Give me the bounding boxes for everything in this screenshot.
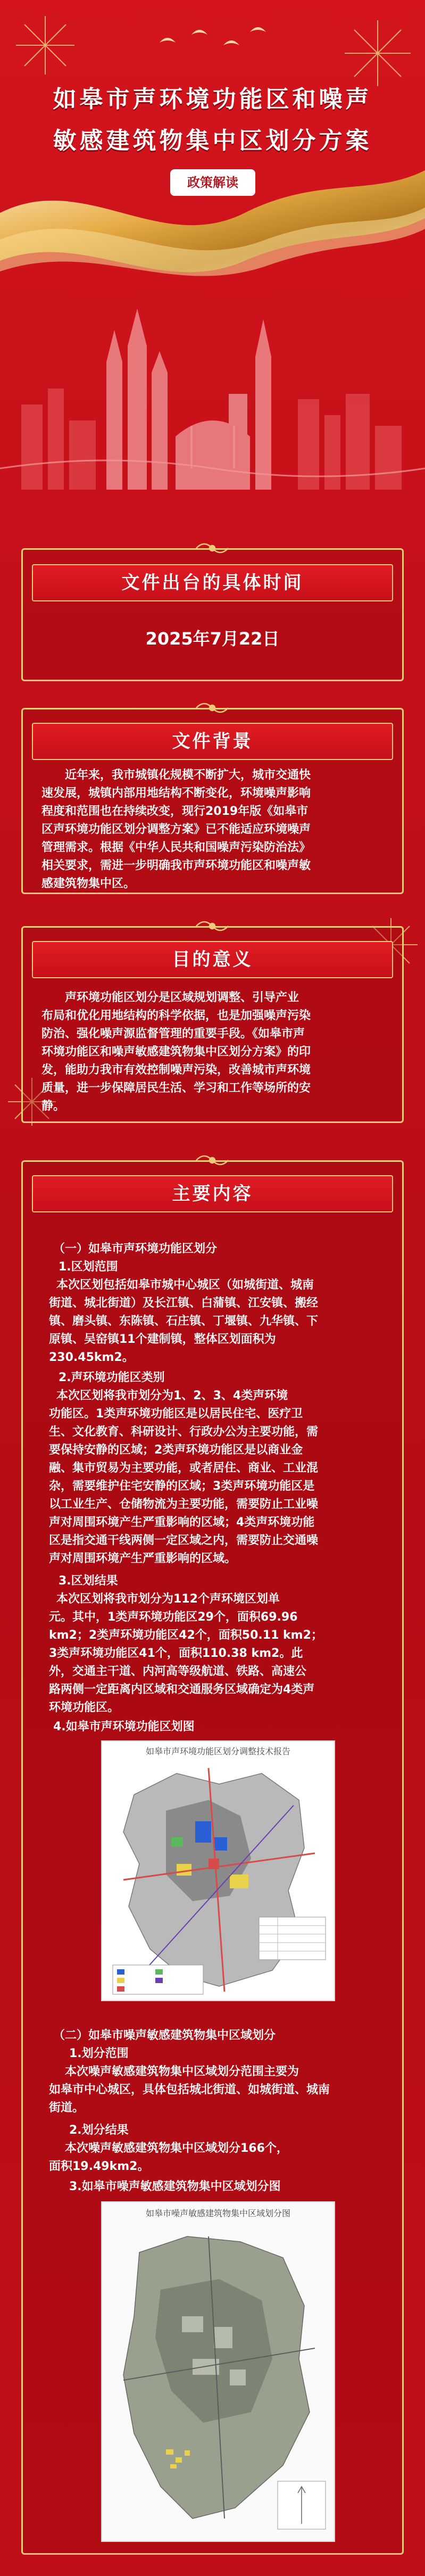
background-paragraph: 近年来，我市城镇化规模不断扩大，城市交通快 速发展，城镇内部用地结构不断变化，环境噪声影响 程度和范围也在持续改变，现行2019年版《如皋市 区声环境功能区划分调整方案》已不能适应环境噪声 管理需求。根据《中华人民共和国噪声污染防治法》 相关要求，需进一步明确我市声环境功能区和噪声敏 感建筑物集中区。 <box>41 769 311 890</box>
map-graphic <box>102 1757 334 2000</box>
map-caption: 如皋市声环境功能区划分调整技术报告 <box>145 1746 290 1756</box>
part1-map-title: 4.如皋市声环境功能区划图 <box>53 1720 195 1733</box>
part2-result-paragraph: 本次噪声敏感建筑物集中区域划分166个， 面积19.49km2。 <box>49 2142 288 2173</box>
part1-scope-paragraph: 本次区划包括如皋市城中心城区（如城街道、城南 街道、城北街道）及长江镇、白蒲镇、江安镇、搬经 镇、磨头镇、东陈镇、石庄镇、丁堰镇、九华镇、下 原镇、吴窑镇11个建制镇，整体区划面积为 230.45km2。 <box>49 1278 319 1364</box>
part1-types-title: 2.声环境功能区类别 <box>59 1371 165 1384</box>
map-graphic <box>102 2220 334 2540</box>
part1-title: （一）如皋市声环境功能区划分 <box>53 1242 218 1256</box>
purpose-paragraph: 声环境功能区划分是区域规划调整、引导产业 布局和优化用地结构的科学依据，也是加强噪声污染 防治、强化噪声源监督管理的重要手段。《如皋市声 环境功能区和噪声敏感建筑物集中区划分方案》的印 发，能助力我市有效控制噪声污染，改善城市声环境 质量，进一步保障居民生活、学习和工作等场所的安 静。 <box>41 991 311 1113</box>
part1-scope-title: 1.区划范围 <box>59 1260 118 1274</box>
ornament-icon <box>191 1151 234 1170</box>
golden-ribbon-decoration <box>0 138 425 298</box>
part2-title: （二）如皋市噪声敏感建筑物集中区域划分 <box>53 2029 276 2042</box>
firework-decoration <box>11 11 80 80</box>
section-heading: 文件出台的具体时间 <box>32 564 393 601</box>
section-heading: 目的意义 <box>32 941 393 978</box>
noise-function-zone-map <box>101 1740 335 2001</box>
firework-decoration <box>340 16 415 90</box>
birds-decoration <box>149 21 277 59</box>
part2-map-title: 3.如皋市噪声敏感建筑物集中区域划分图 <box>69 2180 281 2193</box>
part1-result-title: 3.区划结果 <box>59 1574 118 1588</box>
header <box>0 0 425 532</box>
release-date: 2025年7月22日 <box>145 629 280 649</box>
section-heading: 主要内容 <box>32 1175 393 1212</box>
ornament-icon <box>191 539 234 558</box>
map-caption: 如皋市噪声敏感建筑物集中区域划分图 <box>145 2208 290 2218</box>
page-title-line1: 如皋市声环境功能区和噪声 <box>53 86 372 113</box>
noise-sensitive-area-map <box>101 2201 335 2542</box>
part2-scope-paragraph: 本次噪声敏感建筑物集中区域划分范围主要为 如皋市中心城区，具体包括城北街道、如城街道、城南 街道。 <box>49 2065 330 2115</box>
policy-interpretation-badge: 政策解读 <box>170 169 255 196</box>
ornament-icon <box>191 917 234 936</box>
part2-result-title: 2.划分结果 <box>69 2124 129 2137</box>
part2-scope-title: 1.划分范围 <box>69 2047 129 2060</box>
page-title-line2: 敏感建筑物集中区划分方案 <box>53 127 372 154</box>
part1-types-paragraph: 本次区划将我市划分为1、2、3、4类声环境 功能区。1类声环境功能区是以居民住宅、医疗卫 生、文化教育、科研设计、行政办公为主要功能，需 要保持安静的区域；2类声环境功能区是以商业金 融、集市贸易为主要功能，或者居住、商业、工业混 杂，需要维护住宅安静的区域；3类声环境功能区是 以工业生产、仓储物流为主要功能，需要防止工业噪 声对周围环境产生严重影响的区域；4类声环境功能 区是指交通干线两侧一定区域之内，需要防止交通噪 声对周围环境产生严重影响的区域。 <box>49 1389 319 1565</box>
ornament-icon <box>191 698 234 717</box>
section-heading: 文件背景 <box>32 723 393 760</box>
city-skyline-illustration <box>0 298 425 490</box>
part1-result-paragraph: 本次区划将我市划分为112个声环境区划单 元。其中，1类声环境功能区29个，面积69.96 km2；2类声环境功能区42个，面积50.11 km2； 3类声环境功能区41个，面积110.38 km2。此 外，交通主干道、内河高等级航道、铁路、高速公 路两侧一定距离内区域和交通服务区域确定为4类声 环境功能区。 <box>49 1592 323 1714</box>
